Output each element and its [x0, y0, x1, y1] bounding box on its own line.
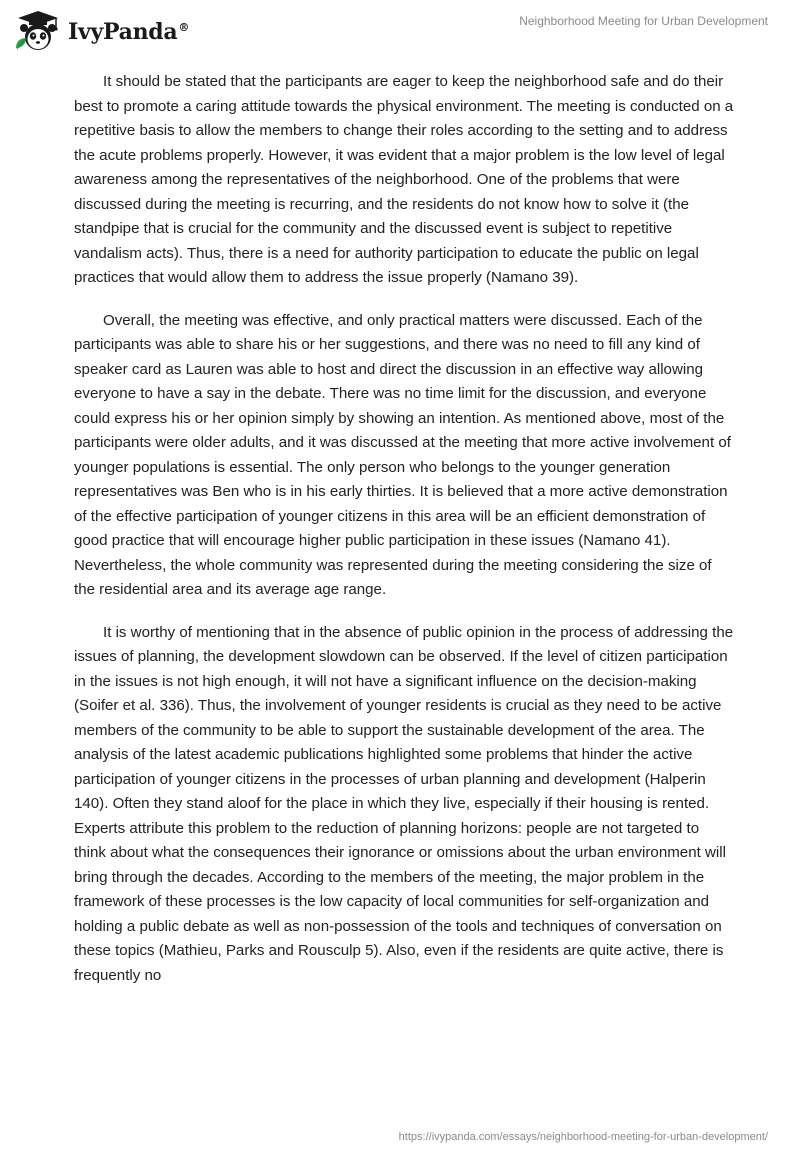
registered-mark: ®: [178, 20, 190, 34]
page-header: [0, 0, 800, 60]
brand-name: IvyPanda®: [68, 19, 190, 45]
panda-graduate-icon: [12, 8, 62, 54]
document-title: Neighborhood Meeting for Urban Development: [519, 14, 768, 28]
essay-body: [74, 70, 734, 1006]
paragraph-3: It is worthy of mentioning that in the absence of public opinion in the process of addressing the issues of planning, the development slowdown can be observed. If the level of citizen participation in the issues is not high enough, it will not have a significant influence on the decision-making (Soifer et al. 336). Thus, the involvement of younger residents is crucial as they need to be active members of the community to be able to support the sustainable development of the area. The analysis of the latest academic publications highlighted some problems that hinder the active participation of younger citizens in the processes of urban planning and development (Halperin 140). Often they stand aloof for the place in which they live, especially if their housing is rented. Experts attribute this problem to the reduction of planning horizons: people are not targeted to think about what the consequences their ignorance or omissions about the urban environment will bring through the decades. According to the members of the meeting, the major problem in the framework of these processes is the low capacity of local communities for self-organization and holding a public debate as well as non-possession of the tools and techniques of conversation on these topics (Mathieu, Parks and Rousculp 5). Also, even if the residents are quite active, there is frequently no: [74, 623, 734, 984]
paragraph-1: It should be stated that the participants are eager to keep the neighborhood safe and do their best to promote a caring attitude towards the physical environment. The meeting is conducted on a repetitive basis to allow the members to change their roles according to the setting and to address the acute problems properly. However, it was evident that a major problem is the low level of legal awareness among the representatives of the neighborhood. One of the problems that were discussed during the meeting is recurring, and the residents do not know how to solve it (the standpipe that is crucial for the community and the discussed event is subject to repetitive vandalism acts). Thus, there is a need for authority participation to educate the public on legal practices that would allow them to address the issue properly (Namano 39).: [74, 73, 734, 286]
paragraph-2: Overall, the meeting was effective, and only practical matters were discussed. Each of the participants was able to share his or her suggestions, and there was no need to fill any kind of speaker card as Lauren was able to host and direct the discussion in an effective way allowing everyone to have a say in the debate. There was no time limit for the discussion, and everyone could express his or her opinion simply by showing an intention. As mentioned above, most of the participants were older adults, and it was discussed at the meeting that more active involvement of younger populations is essential. The only person who belongs to the younger generation representatives was Ben who is in his early thirties. It is believed that a more active demonstration of the effective participation of younger citizens in this area will be an efficient demonstration of good practice that will encourage higher public participation in these issues (Namano 41). Nevertheless, the whole community was represented during the meeting considering the size of the residential area and its average age range.: [74, 311, 731, 598]
ivypanda-logo[interactable]: [12, 8, 189, 54]
source-url-link[interactable]: https://ivypanda.com/essays/neighborhood-meeting-for-urban-development/: [398, 1131, 768, 1143]
